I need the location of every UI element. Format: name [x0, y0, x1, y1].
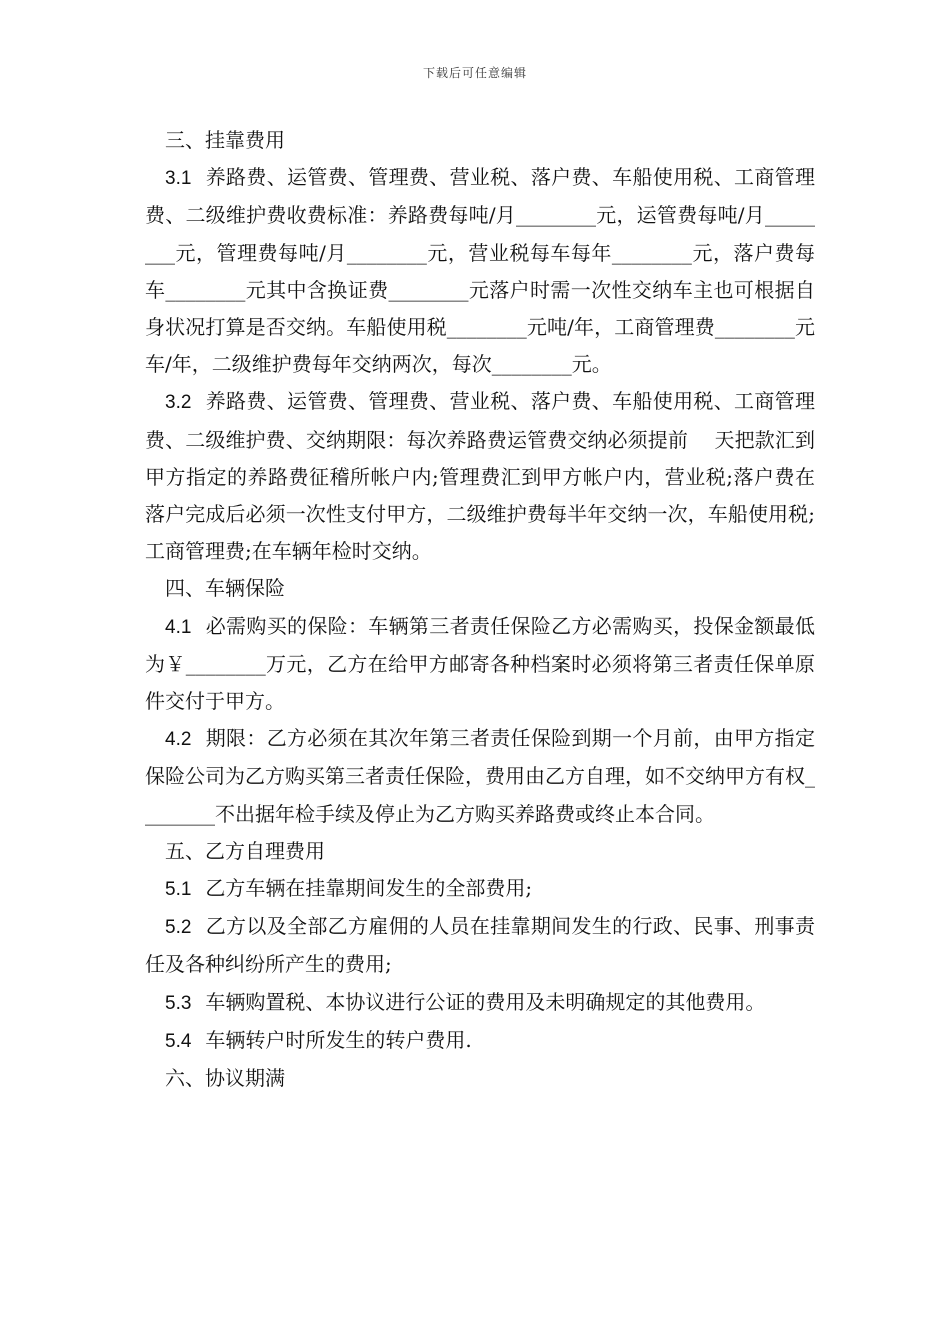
clause-5-3	[145, 984, 815, 1022]
clause-3-1	[145, 159, 815, 383]
section-heading-5: 五、乙方自理费用	[165, 838, 325, 863]
clause-text: 车辆转户时所发生的转户费用.	[205, 1027, 472, 1052]
clause-number: 5.3	[165, 992, 192, 1014]
section-heading-4: 四、车辆保险	[165, 576, 285, 601]
clause-number: 4.2	[165, 729, 192, 751]
clause-4-2	[145, 720, 815, 833]
clause-number: 3.1	[165, 168, 192, 190]
clause-text: 养路费、运管费、管理费、营业税、落户费、车船使用税、工商管理费、二级维护费收费标准：养路费每吨/月________元，运管费每吨/月________元，管理费每吨/月________元，营业税每车每年________元，落户费每车________元其中含换证费________元落户时需一次性交纳车主也可根据自身状况打算是否交纳。车船使用税________元吨/年，工商管理费________元车/年，二级维护费每年交纳两次，每次________元。	[145, 165, 815, 377]
clause-text: 乙方车辆在挂靠期间发生的全部费用;	[205, 876, 533, 901]
clause-5-1	[145, 870, 815, 908]
clause-5-4	[145, 1022, 815, 1060]
clause-number: 5.4	[165, 1030, 192, 1052]
clause-3-2	[145, 383, 815, 570]
section-heading-3: 三、挂靠费用	[165, 128, 285, 152]
clause-number: 5.1	[165, 879, 192, 901]
page-header: 下载后可任意编辑	[422, 66, 527, 80]
clause-text: 养路费、运管费、管理费、营业税、落户费、车船使用税、工商管理费、二级维护费、交纳期限：每次养路费运管费交纳必须提前 天把款汇到甲方指定的养路费征稽所帐户内;管理费汇到甲方帐户内，营业税;落户费在落户完成后必须一次性支付甲方，二级维护费每半年交纳一次，车船使用税;工商管理费;在车辆年检时交纳。	[145, 389, 815, 564]
clause-number: 5.2	[165, 917, 192, 939]
clause-number: 4.1	[165, 616, 192, 638]
clause-text: 车辆购置税、本协议进行公证的费用及未明确规定的其他费用。	[205, 989, 766, 1014]
clause-text: 期限：乙方必须在其次年第三者责任保险到期一个月前，由甲方指定保险公司为乙方购买第三者责任保险，费用由乙方自理，如不交纳甲方有权________不出据年检手续及停止为乙方购买养路费或终止本合同。	[145, 726, 815, 826]
document-body	[145, 122, 815, 1097]
section-heading-6: 六、协议期满	[165, 1066, 285, 1091]
clause-4-1	[145, 608, 815, 721]
clause-text: 乙方以及全部乙方雇佣的人员在挂靠期间发生的行政、民事、刑事责任及各种纠纷所产生的费用;	[145, 914, 815, 977]
clause-5-2	[145, 908, 815, 983]
clause-text: 必需购买的保险：车辆第三者责任保险乙方必需购买，投保金额最低为￥________万元，乙方在给甲方邮寄各种档案时必须将第三者责任保单原件交付于甲方。	[145, 613, 815, 714]
clause-number: 3.2	[165, 392, 192, 414]
